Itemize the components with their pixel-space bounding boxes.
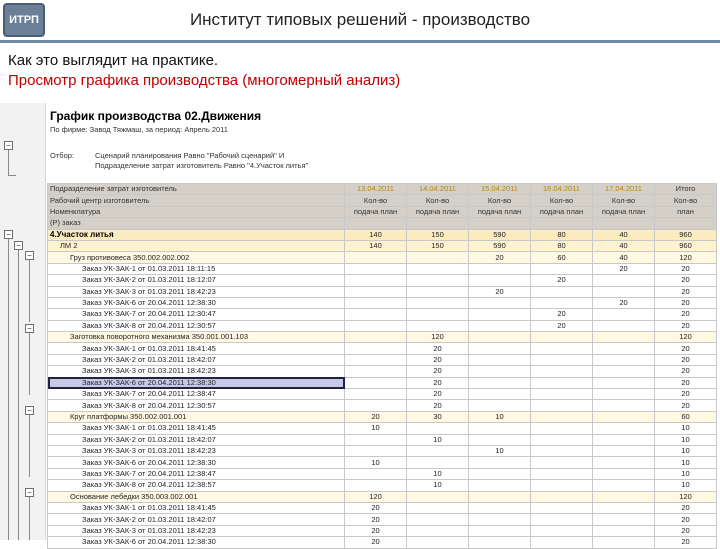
table-row[interactable] xyxy=(48,423,717,434)
value-cell[interactable] xyxy=(345,354,407,365)
table-row[interactable] xyxy=(48,366,717,377)
value-cell[interactable]: 140 xyxy=(345,240,407,251)
value-cell[interactable] xyxy=(593,423,655,434)
dimension-header: Номенклатура xyxy=(48,206,345,217)
value-cell[interactable] xyxy=(593,320,655,331)
value-cell[interactable] xyxy=(531,377,593,388)
table-row[interactable] xyxy=(48,286,717,297)
value-cell[interactable]: 20 xyxy=(345,514,407,525)
gutter-line xyxy=(29,260,30,322)
date-header: 15.04.2011 xyxy=(469,184,531,195)
value-cell[interactable]: 20 xyxy=(655,400,717,411)
value-cell[interactable] xyxy=(345,275,407,286)
row-label[interactable]: ЛМ 2 xyxy=(48,240,345,251)
row-label[interactable]: Заказ УК-ЗАК-3 от 01.03.2011 18:42:23 xyxy=(48,286,345,297)
value-cell[interactable]: 960 xyxy=(655,240,717,251)
value-cell[interactable]: 20 xyxy=(655,514,717,525)
table-row[interactable] xyxy=(48,491,717,502)
value-cell[interactable] xyxy=(407,537,469,548)
value-cell[interactable]: 20 xyxy=(655,275,717,286)
table-row[interactable] xyxy=(48,400,717,411)
collapse-icon[interactable]: − xyxy=(4,141,13,150)
subtitle-line-2: Просмотр графика производства (многомерный анализ) xyxy=(8,72,401,89)
value-cell[interactable] xyxy=(531,468,593,479)
value-cell[interactable]: 10 xyxy=(655,434,717,445)
collapse-icon[interactable]: − xyxy=(25,251,34,260)
value-cell[interactable] xyxy=(593,468,655,479)
value-cell[interactable]: 10 xyxy=(345,423,407,434)
date-header: 16.04.2011 xyxy=(531,184,593,195)
value-cell[interactable]: 20 xyxy=(655,343,717,354)
row-label[interactable]: Заказ УК-ЗАК-8 от 20.04.2011 12:30:57 xyxy=(48,400,345,411)
value-cell[interactable]: 140 xyxy=(345,229,407,240)
row-label[interactable]: Заказ УК-ЗАК-3 от 01.03.2011 18:42:23 xyxy=(48,445,345,456)
measure-header: Кол-во xyxy=(655,195,717,206)
value-cell[interactable]: 20 xyxy=(407,343,469,354)
value-cell[interactable]: 20 xyxy=(655,525,717,536)
slide-title: Институт типовых решений - производство xyxy=(189,10,531,29)
total-header: Итого xyxy=(655,184,717,195)
measure-header: Кол-во xyxy=(531,195,593,206)
value-cell[interactable] xyxy=(593,445,655,456)
value-cell[interactable]: 20 xyxy=(655,320,717,331)
value-cell[interactable] xyxy=(469,275,531,286)
filter-label: Отбор: xyxy=(50,151,74,160)
table-row[interactable] xyxy=(48,229,717,240)
value-cell[interactable] xyxy=(345,286,407,297)
value-cell[interactable] xyxy=(593,309,655,320)
value-cell[interactable] xyxy=(407,491,469,502)
value-cell[interactable] xyxy=(593,502,655,513)
value-cell[interactable]: 60 xyxy=(655,411,717,422)
header-cell xyxy=(469,218,531,229)
value-cell[interactable]: 120 xyxy=(655,491,717,502)
value-cell[interactable]: 20 xyxy=(469,286,531,297)
date-header: 14.04.2011 xyxy=(407,184,469,195)
row-label[interactable]: Заказ УК-ЗАК-7 от 20.04.2011 12:38:47 xyxy=(48,389,345,400)
row-label[interactable]: Заказ УК-ЗАК-1 от 01.03.2011 18:11:15 xyxy=(48,263,345,274)
value-cell[interactable]: 20 xyxy=(655,502,717,513)
collapse-icon[interactable]: − xyxy=(25,488,34,497)
row-label[interactable]: Заготовка поворотного механизма 350.001.001.103 xyxy=(48,332,345,343)
row-label[interactable]: Заказ УК-ЗАК-8 от 20.04.2011 12:38:57 xyxy=(48,480,345,491)
header-cell xyxy=(531,218,593,229)
value-cell[interactable]: 20 xyxy=(469,252,531,263)
collapse-icon[interactable]: − xyxy=(14,241,23,250)
row-label[interactable]: Груз противовеса 350.002.002.002 xyxy=(48,252,345,263)
value-cell[interactable] xyxy=(469,309,531,320)
filter-line-1: Сценарий планирования Равно "Рабочий сценарий" И xyxy=(95,151,285,160)
value-cell[interactable] xyxy=(593,491,655,502)
row-label[interactable]: Заказ УК-ЗАК-6 от 20.04.2011 12:38:30 xyxy=(48,377,345,388)
value-cell[interactable] xyxy=(407,445,469,456)
value-cell[interactable] xyxy=(469,537,531,548)
value-cell[interactable] xyxy=(593,354,655,365)
table-row[interactable] xyxy=(48,457,717,468)
logo-text: ИТРП xyxy=(9,14,39,26)
table-row[interactable] xyxy=(48,377,717,388)
table-row[interactable] xyxy=(48,514,717,525)
dimension-header: (Р) заказ xyxy=(48,218,345,229)
value-cell[interactable] xyxy=(593,525,655,536)
row-label[interactable]: Заказ УК-ЗАК-2 от 01.03.2011 18:42:07 xyxy=(48,354,345,365)
value-cell[interactable] xyxy=(593,411,655,422)
value-cell[interactable] xyxy=(345,366,407,377)
measure-header: Кол-во xyxy=(469,195,531,206)
value-cell[interactable] xyxy=(345,309,407,320)
value-cell[interactable] xyxy=(593,377,655,388)
value-cell[interactable] xyxy=(593,286,655,297)
table-row[interactable] xyxy=(48,263,717,274)
row-label[interactable]: Заказ УК-ЗАК-1 от 01.03.2011 18:41:45 xyxy=(48,343,345,354)
measure-header: план xyxy=(655,206,717,217)
value-cell[interactable]: 30 xyxy=(407,411,469,422)
value-cell[interactable] xyxy=(531,434,593,445)
value-cell[interactable]: 10 xyxy=(407,480,469,491)
value-cell[interactable] xyxy=(531,525,593,536)
value-cell[interactable] xyxy=(469,491,531,502)
value-cell[interactable]: 20 xyxy=(531,275,593,286)
date-header: 17.04.2011 xyxy=(593,184,655,195)
row-label[interactable]: Заказ УК-ЗАК-3 от 01.03.2011 18:42:23 xyxy=(48,366,345,377)
report-title: График производства 02.Движения xyxy=(50,109,262,123)
value-cell[interactable] xyxy=(345,400,407,411)
slide-header xyxy=(0,0,720,42)
table-row[interactable] xyxy=(48,445,717,456)
gutter-line xyxy=(18,250,19,540)
value-cell[interactable] xyxy=(469,502,531,513)
value-cell[interactable] xyxy=(345,445,407,456)
table-row[interactable] xyxy=(48,354,717,365)
value-cell[interactable]: 10 xyxy=(655,445,717,456)
value-cell[interactable]: 40 xyxy=(593,252,655,263)
value-cell[interactable] xyxy=(345,480,407,491)
value-cell[interactable] xyxy=(407,457,469,468)
header-cell xyxy=(655,218,717,229)
value-cell[interactable] xyxy=(593,537,655,548)
value-cell[interactable]: 150 xyxy=(407,229,469,240)
row-label[interactable]: Заказ УК-ЗАК-2 от 01.03.2011 18:12:07 xyxy=(48,275,345,286)
value-cell[interactable]: 20 xyxy=(655,263,717,274)
value-cell[interactable] xyxy=(593,275,655,286)
row-label[interactable]: Основание лебедки 350.003.002.001 xyxy=(48,491,345,502)
table-row[interactable] xyxy=(48,275,717,286)
value-cell[interactable] xyxy=(345,320,407,331)
gutter-line xyxy=(29,497,30,540)
row-label[interactable]: Заказ УК-ЗАК-1 от 01.03.2011 18:41:45 xyxy=(48,502,345,513)
table-row[interactable] xyxy=(48,240,717,251)
date-header: 13.04.2011 xyxy=(345,184,407,195)
row-label[interactable]: Заказ УК-ЗАК-2 от 01.03.2011 18:42:07 xyxy=(48,434,345,445)
value-cell[interactable] xyxy=(469,400,531,411)
header-divider xyxy=(0,40,720,43)
value-cell[interactable]: 20 xyxy=(345,525,407,536)
value-cell[interactable] xyxy=(345,332,407,343)
value-cell[interactable] xyxy=(531,263,593,274)
value-cell[interactable] xyxy=(469,366,531,377)
header-cell xyxy=(345,218,407,229)
value-cell[interactable]: 20 xyxy=(655,309,717,320)
value-cell[interactable] xyxy=(345,434,407,445)
value-cell[interactable]: 20 xyxy=(593,263,655,274)
dimension-header: Подразделение затрат изготовитель xyxy=(48,184,345,195)
value-cell[interactable]: 20 xyxy=(655,366,717,377)
value-cell[interactable]: 590 xyxy=(469,229,531,240)
value-cell[interactable]: 20 xyxy=(655,354,717,365)
header-cell xyxy=(407,218,469,229)
value-cell[interactable]: 20 xyxy=(345,502,407,513)
value-cell[interactable]: 10 xyxy=(407,434,469,445)
row-label[interactable]: Заказ УК-ЗАК-6 от 20.04.2011 12:38:30 xyxy=(48,537,345,548)
production-schedule-table xyxy=(47,183,717,549)
value-cell[interactable] xyxy=(345,297,407,308)
dimension-header: Рабочий центр изготовитель xyxy=(48,195,345,206)
value-cell[interactable]: 80 xyxy=(531,229,593,240)
row-label[interactable]: Заказ УК-ЗАК-2 от 01.03.2011 18:42:07 xyxy=(48,514,345,525)
measure-header: Кол-во xyxy=(593,195,655,206)
value-cell[interactable]: 20 xyxy=(531,309,593,320)
value-cell[interactable]: 150 xyxy=(407,240,469,251)
table-row[interactable] xyxy=(48,502,717,513)
value-cell[interactable]: 20 xyxy=(407,389,469,400)
value-cell[interactable]: 10 xyxy=(655,457,717,468)
value-cell[interactable] xyxy=(593,366,655,377)
value-cell[interactable] xyxy=(531,514,593,525)
value-cell[interactable] xyxy=(407,423,469,434)
header-row xyxy=(48,184,717,195)
row-label[interactable]: Заказ УК-ЗАК-6 от 20.04.2011 12:38:30 xyxy=(48,457,345,468)
measure-header: Кол-во xyxy=(345,195,407,206)
table-row[interactable] xyxy=(48,434,717,445)
value-cell[interactable] xyxy=(531,445,593,456)
value-cell[interactable] xyxy=(531,297,593,308)
value-cell[interactable] xyxy=(407,263,469,274)
gutter-line xyxy=(8,239,9,540)
value-cell[interactable] xyxy=(407,286,469,297)
report-window xyxy=(0,103,720,547)
table-row[interactable] xyxy=(48,389,717,400)
measure-header: подача план xyxy=(407,206,469,217)
value-cell[interactable] xyxy=(469,434,531,445)
value-cell[interactable] xyxy=(531,343,593,354)
value-cell[interactable] xyxy=(593,457,655,468)
value-cell[interactable]: 20 xyxy=(345,411,407,422)
value-cell[interactable] xyxy=(531,354,593,365)
value-cell[interactable] xyxy=(593,514,655,525)
collapse-icon[interactable]: − xyxy=(25,406,34,415)
value-cell[interactable]: 20 xyxy=(655,377,717,388)
table-row[interactable] xyxy=(48,480,717,491)
value-cell[interactable]: 10 xyxy=(345,457,407,468)
value-cell[interactable] xyxy=(407,525,469,536)
row-label[interactable]: Круг платформы 350.002.001.001 xyxy=(48,411,345,422)
row-label[interactable]: Заказ УК-ЗАК-7 от 20.04.2011 12:30:47 xyxy=(48,309,345,320)
value-cell[interactable]: 590 xyxy=(469,240,531,251)
value-cell[interactable] xyxy=(345,263,407,274)
header-row xyxy=(48,206,717,217)
value-cell[interactable] xyxy=(345,377,407,388)
value-cell[interactable]: 20 xyxy=(407,354,469,365)
value-cell[interactable]: 20 xyxy=(407,366,469,377)
value-cell[interactable]: 20 xyxy=(345,537,407,548)
measure-header: подача план xyxy=(469,206,531,217)
value-cell[interactable] xyxy=(593,434,655,445)
value-cell[interactable] xyxy=(531,480,593,491)
value-cell[interactable]: 10 xyxy=(655,423,717,434)
value-cell[interactable]: 10 xyxy=(469,411,531,422)
table-row[interactable] xyxy=(48,525,717,536)
value-cell[interactable]: 80 xyxy=(531,240,593,251)
value-cell[interactable] xyxy=(531,537,593,548)
value-cell[interactable]: 120 xyxy=(345,491,407,502)
value-cell[interactable] xyxy=(345,468,407,479)
value-cell[interactable] xyxy=(469,389,531,400)
table-row[interactable] xyxy=(48,297,717,308)
measure-header: подача план xyxy=(345,206,407,217)
value-cell[interactable]: 20 xyxy=(593,297,655,308)
header-row xyxy=(48,195,717,206)
value-cell[interactable] xyxy=(531,502,593,513)
value-cell[interactable] xyxy=(345,343,407,354)
value-cell[interactable] xyxy=(593,400,655,411)
table-row[interactable] xyxy=(48,309,717,320)
value-cell[interactable] xyxy=(407,252,469,263)
value-cell[interactable] xyxy=(407,297,469,308)
value-cell[interactable]: 20 xyxy=(407,400,469,411)
value-cell[interactable] xyxy=(469,354,531,365)
value-cell[interactable]: 20 xyxy=(655,537,717,548)
value-cell[interactable] xyxy=(593,389,655,400)
value-cell[interactable] xyxy=(407,309,469,320)
table-row[interactable] xyxy=(48,468,717,479)
value-cell[interactable] xyxy=(531,332,593,343)
value-cell[interactable]: 960 xyxy=(655,229,717,240)
value-cell[interactable]: 10 xyxy=(407,468,469,479)
table-row[interactable] xyxy=(48,343,717,354)
gutter-line xyxy=(8,175,16,176)
value-cell[interactable] xyxy=(469,457,531,468)
value-cell[interactable] xyxy=(531,286,593,297)
row-label[interactable]: Заказ УК-ЗАК-8 от 20.04.2011 12:30:57 xyxy=(48,320,345,331)
value-cell[interactable]: 60 xyxy=(531,252,593,263)
value-cell[interactable] xyxy=(407,275,469,286)
value-cell[interactable] xyxy=(593,480,655,491)
value-cell[interactable]: 20 xyxy=(655,389,717,400)
value-cell[interactable]: 10 xyxy=(469,445,531,456)
row-label[interactable]: Заказ УК-ЗАК-6 от 20.04.2011 12:38:30 xyxy=(48,297,345,308)
grouping-gutter xyxy=(0,103,46,540)
value-cell[interactable] xyxy=(531,400,593,411)
value-cell[interactable] xyxy=(469,377,531,388)
collapse-icon[interactable]: − xyxy=(4,230,13,239)
collapse-icon[interactable]: − xyxy=(25,324,34,333)
value-cell[interactable] xyxy=(345,389,407,400)
value-cell[interactable]: 20 xyxy=(407,377,469,388)
value-cell[interactable]: 10 xyxy=(655,468,717,479)
value-cell[interactable]: 40 xyxy=(593,240,655,251)
value-cell[interactable] xyxy=(469,480,531,491)
table-row[interactable] xyxy=(48,411,717,422)
value-cell[interactable]: 120 xyxy=(655,332,717,343)
value-cell[interactable] xyxy=(469,343,531,354)
filter-line-2: Подразделение затрат изготовитель Равно "4.Участок литья" xyxy=(95,161,309,170)
value-cell[interactable] xyxy=(531,457,593,468)
value-cell[interactable]: 120 xyxy=(655,252,717,263)
value-cell[interactable] xyxy=(469,468,531,479)
value-cell[interactable] xyxy=(531,423,593,434)
value-cell[interactable] xyxy=(593,332,655,343)
value-cell[interactable]: 20 xyxy=(531,320,593,331)
value-cell[interactable] xyxy=(407,502,469,513)
value-cell[interactable] xyxy=(469,297,531,308)
value-cell[interactable] xyxy=(469,263,531,274)
table-row[interactable] xyxy=(48,332,717,343)
value-cell[interactable] xyxy=(469,514,531,525)
table-row[interactable] xyxy=(48,252,717,263)
subtitle-line-1: Как это выглядит на практике. xyxy=(8,52,219,69)
value-cell[interactable] xyxy=(407,320,469,331)
gutter-line xyxy=(8,150,9,175)
value-cell[interactable]: 20 xyxy=(655,286,717,297)
gutter-line xyxy=(29,333,30,395)
value-cell[interactable] xyxy=(531,411,593,422)
value-cell[interactable]: 20 xyxy=(655,297,717,308)
measure-header: подача план xyxy=(531,206,593,217)
header-row xyxy=(48,218,717,229)
value-cell[interactable] xyxy=(531,366,593,377)
value-cell[interactable] xyxy=(469,525,531,536)
table-row[interactable] xyxy=(48,537,717,548)
value-cell[interactable] xyxy=(531,389,593,400)
value-cell[interactable] xyxy=(531,491,593,502)
value-cell[interactable] xyxy=(407,514,469,525)
value-cell[interactable] xyxy=(469,423,531,434)
row-label[interactable]: 4.Участок литья xyxy=(48,229,345,240)
value-cell[interactable] xyxy=(345,252,407,263)
row-label[interactable]: Заказ УК-ЗАК-7 от 20.04.2011 12:38:47 xyxy=(48,468,345,479)
measure-header: подача план xyxy=(593,206,655,217)
row-label[interactable]: Заказ УК-ЗАК-1 от 01.03.2011 18:41:45 xyxy=(48,423,345,434)
value-cell[interactable] xyxy=(469,332,531,343)
value-cell[interactable]: 40 xyxy=(593,229,655,240)
report-period: По фирме: Завод Тяжмаш, за период: Апрель 2011 xyxy=(50,125,228,134)
gutter-line xyxy=(29,415,30,477)
table-row[interactable] xyxy=(48,320,717,331)
row-label[interactable]: Заказ УК-ЗАК-3 от 01.03.2011 18:42:23 xyxy=(48,525,345,536)
value-cell[interactable]: 10 xyxy=(655,480,717,491)
value-cell[interactable] xyxy=(469,320,531,331)
measure-header: Кол-во xyxy=(407,195,469,206)
value-cell[interactable]: 120 xyxy=(407,332,469,343)
header-cell xyxy=(593,218,655,229)
value-cell[interactable] xyxy=(593,343,655,354)
